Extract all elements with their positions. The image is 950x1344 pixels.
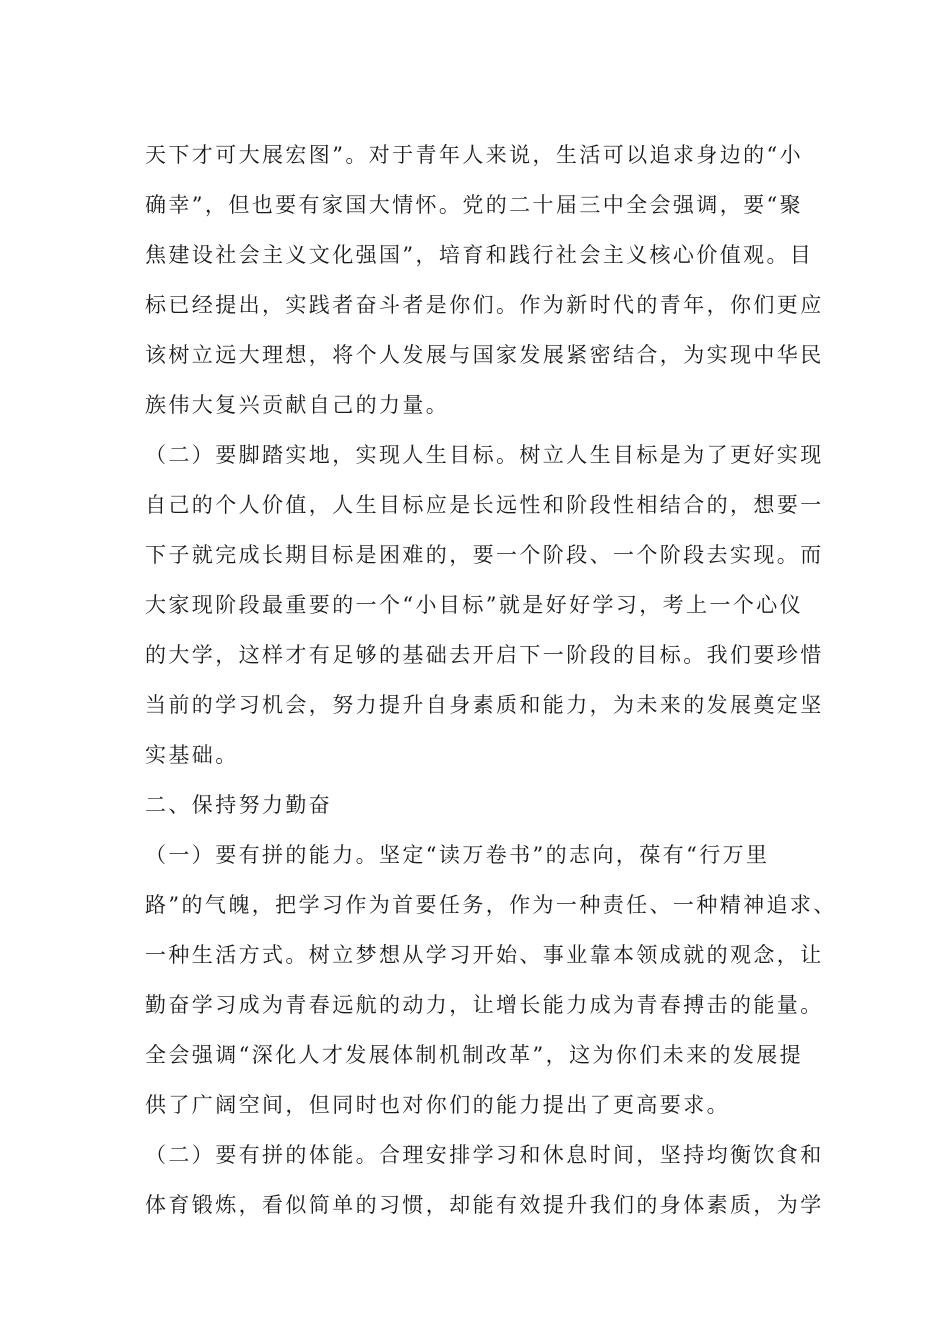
text-line: 路”的气魄，把学习作为首要任务，作为一种责任、一种精神追求、	[145, 893, 837, 917]
text-line: 全会强调“深化人才发展体制机制改革”，这为你们未来的发展提	[145, 1043, 804, 1067]
document-body	[145, 130, 837, 1230]
text-line: 标已经提出，实践者奋斗者是你们。作为新时代的青年，你们更应	[145, 293, 824, 317]
text-line: 确幸”，但也要有家国大情怀。党的二十届三中全会强调，要“聚	[145, 193, 804, 217]
section-heading: 二、保持努力勤奋	[145, 793, 333, 817]
section-heading-sub: （二）要脚踏实地，实现人生目标。树立人生目标是为了更好实现	[145, 443, 824, 467]
text-line: 勤奋学习成为青春远航的动力，让增长能力成为青春搏击的能量。	[145, 993, 824, 1017]
text-line: 实基础。	[145, 743, 239, 767]
text-line: 该树立远大理想，将个人发展与国家发展紧密结合，为实现中华民	[145, 343, 824, 367]
text-line: 体育锻炼，看似简单的习惯，却能有效提升我们的身体素质，为学	[145, 1193, 824, 1217]
section-heading-sub: （二）要有拼的体能。合理安排学习和休息时间，坚持均衡饮食和	[145, 1143, 824, 1167]
text-line: 天下才可大展宏图”。对于青年人来说，生活可以追求身边的“小	[145, 143, 804, 167]
section-heading-sub: （一）要有拼的能力。坚定“读万卷书”的志向，葆有“行万里	[145, 843, 770, 867]
text-line: 大家现阶段最重要的一个“小目标”就是好好学习，考上一个心仪	[145, 593, 804, 617]
text-line: 当前的学习机会，努力提升自身素质和能力，为未来的发展奠定坚	[145, 693, 824, 717]
text-line: 族伟大复兴贡献自己的力量。	[145, 393, 450, 417]
text-line: 下子就完成长期目标是困难的，要一个阶段、一个阶段去实现。而	[145, 543, 824, 567]
text-line: 自己的个人价值，人生目标应是长远性和阶段性相结合的，想要一	[145, 493, 824, 517]
text-line: 一种生活方式。树立梦想从学习开始、事业靠本领成就的观念，让	[145, 943, 824, 967]
text-line: 的大学，这样才有足够的基础去开启下一阶段的目标。我们要珍惜	[145, 643, 824, 667]
text-line: 供了广阔空间，但同时也对你们的能力提出了更高要求。	[145, 1093, 730, 1117]
text-line: 焦建设社会主义文化强国”，培育和践行社会主义核心价值观。目	[145, 243, 814, 267]
